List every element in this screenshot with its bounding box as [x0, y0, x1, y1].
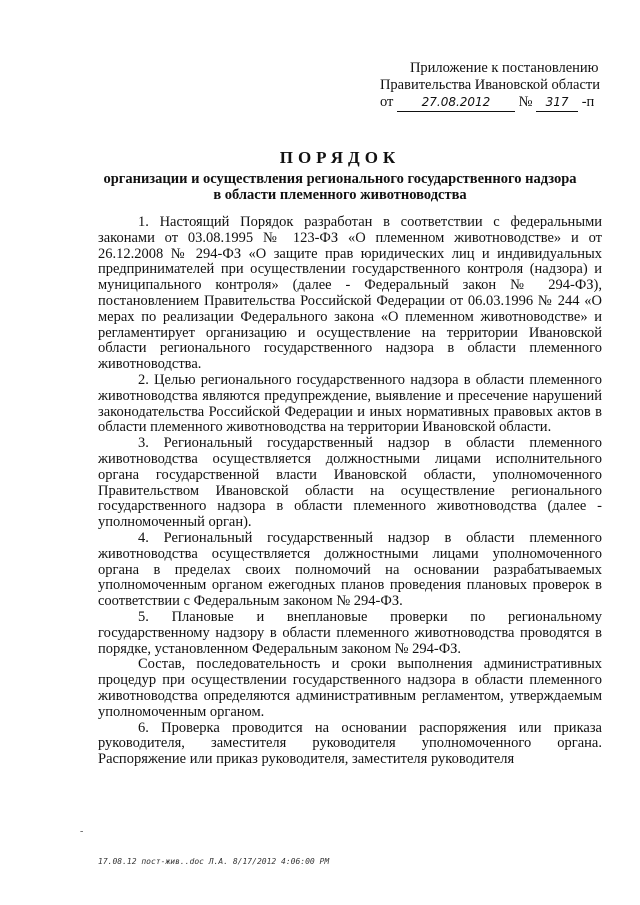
paragraph-5: 5. Плановые и внеплановые проверки по региональному государственному надзору в области племенного животноводства проводятся в порядке, установленном Федеральным законом № 294-ФЗ. [98, 608, 602, 657]
handwritten-date: 27.08.2012 [397, 94, 515, 112]
document-title [80, 150, 600, 204]
paragraph-2: 2. Целью регионального государственного надзора в области племенного животноводства являются предупреждение, выявление и пресечение нарушений законодательства Российской Федерации и иных нормативных правовых актов в области племенного животноводства на территории Ивановской области. [98, 371, 602, 436]
paragraph-6: 6. Проверка проводится на основании распоряжения или приказа руководителя, заместителя руководителя уполномоченного органа. Распоряжение или приказ руководителя, заместителя руководителя [98, 719, 602, 768]
title-line-1: организации и осуществления регионального государственного надзора [103, 170, 577, 187]
footer-file-info: 17.08.12 пост-жив..doc Л.А. 8/17/2012 4:06:00 PM [98, 857, 330, 866]
paragraph-5-continued: Состав, последовательность и сроки выполнения административных процедур при осуществлении государственного надзора в области племенного животноводства определяются административным регламентом, утверждаемым уполномоченным органом. [98, 656, 602, 720]
paragraph-4: 4. Региональный государственный надзор в области племенного животноводства осуществляется должностными лицами уполномоченного органа в пределах своих полномочий на основании разрабатываемых уполномоченным органом ежегодных планов проведения плановых проверок в соответствии с Федеральным законом № 294-ФЗ. [98, 529, 602, 610]
document-body [98, 215, 602, 768]
handwritten-number: 317 [536, 94, 578, 112]
attachment-line-3 [380, 94, 600, 112]
number-suffix: -п [581, 94, 595, 110]
attachment-line-1: Приложение к постановлению [409, 60, 599, 76]
from-label: от [379, 94, 394, 110]
title-line-2: в области племенного животноводства [213, 187, 467, 203]
title-main: ПОРЯДОК [279, 148, 401, 167]
attachment-line-2: Правительства Ивановской области [379, 77, 600, 93]
margin-mark: - [80, 826, 84, 837]
paragraph-3: 3. Региональный государственный надзор в области племенного животноводства осуществляется должностными лицами исполнительного органа государственной власти Ивановской области, уполномоченного Правительством Ивановской области на осуществление регионального государственного надзора в области племенного животноводства (далее - уполномоченный орган). [98, 435, 602, 531]
paragraph-1: 1. Настоящий Порядок разработан в соответствии с федеральными законами от 03.08.1995 № 123-ФЗ «О племенном животноводстве» и от 26.12.2008 № 294-ФЗ «О защите прав юридических лиц и индивидуальных предпринимателей при осуществлении государственного контроля (надзора) и муниципального контроля» (далее - Федеральный закон № 294-ФЗ), постановлением Правительства Российской Федерации от 06.03.1996 № 244 «О мерах по реализации Федерального закона «О племенном животноводстве» и регламентирует организацию и осуществление на территории Ивановской области регионального государственного надзора в области племенного животноводства. [98, 214, 602, 373]
number-label: № [518, 94, 533, 110]
attachment-block [380, 60, 600, 112]
